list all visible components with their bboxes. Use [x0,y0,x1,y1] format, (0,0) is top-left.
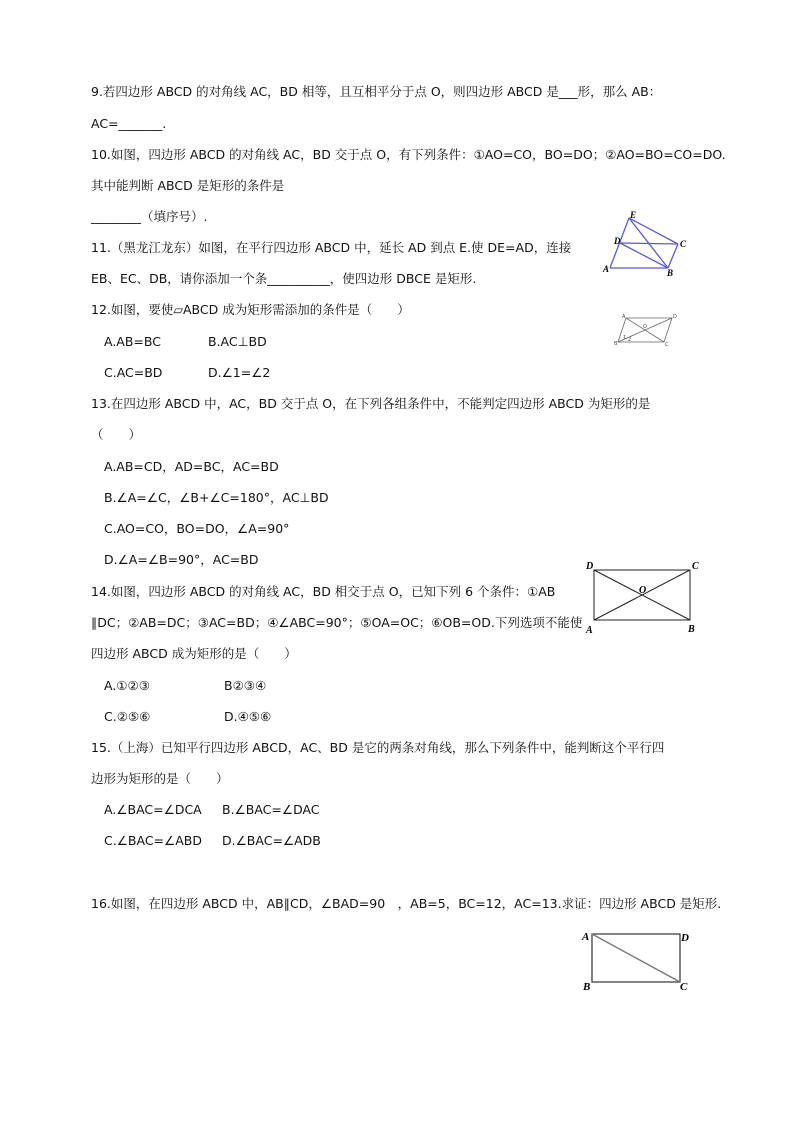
q16-label-c: C [680,981,688,993]
q14-label-a: A [586,625,593,636]
q14-option-c: C.②⑤⑥ [104,709,151,724]
q11-label-a: A [603,264,610,274]
q12-option-b: B.AC⊥BD [208,334,267,349]
q14-option-b: B②③④ [224,678,267,693]
q15-option-a: A.∠BAC=∠DCA [104,802,202,817]
q16-figure [580,924,700,996]
q9-line1: 9.若四边形 ABCD 的对角线 AC，BD 相等，且互相平分于点 O，则四边形 ABCD 是___形，那么 AB： [91,84,662,99]
q14-line3: 四边形 ABCD 成为矩形的是（ ） [91,646,297,661]
q12-label-b: B [614,341,618,347]
q14-label-o: O [639,585,647,596]
q12-label-a: A [622,314,626,320]
q13-option-b: B.∠A=∠C，∠B+∠C=180°，AC⊥BD [104,490,329,505]
q14-label-d: D [586,561,594,572]
q14-label-b: B [688,624,695,635]
q12-option-a: A.AB=BC [104,334,161,349]
q16-label-b: B [583,981,591,993]
q14-option-d: D.④⑤⑥ [224,709,272,724]
q11-label-b: B [667,268,674,278]
q15-line2: 边形为矩形的是（ ） [91,771,229,786]
q13-option-c: C.AO=CO，BO=DO，∠A=90° [104,521,290,536]
q10-line1: 10.如图，四边形 ABCD 的对角线 AC，BD 交于点 O，有下列条件：①AO=CO，BO=DO；②AO=BO=CO=DO. [91,147,726,162]
q10-line2: 其中能判断 ABCD 是矩形的条件是 [91,178,285,193]
q11-label-c: C [680,239,687,249]
q12-option-d: D.∠1=∠2 [208,365,271,380]
q14-line2: ∥DC；②AB=DC；③AC=BD；④∠ABC=90°；⑤OA=OC；⑥OB=OD.下列选项不能使 [91,615,583,630]
q12-option-c: C.AC=BD [104,365,163,380]
q11-line1: 11.（黑龙江龙东）如图，在平行四边形 ABCD 中，延长 AD 到点 E.使 DE=AD，连接 [91,240,572,255]
q11-label-e: E [630,210,637,220]
q14-figure [584,558,704,638]
q12-label-c: C [665,342,669,348]
q12-label-1: 1 [623,335,627,341]
q13-option-d: D.∠A=∠B=90°，AC=BD [104,552,259,567]
q11-figure [600,210,695,278]
q13-option-a: A.AB=CD，AD=BC，AC=BD [104,459,279,474]
q12-label-o: O [643,324,647,330]
q10-line3: ________（填序号）. [91,209,208,224]
q12-stem: 12.如图，要使▱ABCD 成为矩形需添加的条件是（ ） [91,302,410,317]
q14-label-c: C [692,561,699,572]
q16-line1: 16.如图，在四边形 ABCD 中，AB∥CD，∠BAD=90 ，AB=5，BC=12，AC=13.求证：四边形 ABCD 是矩形. [91,896,722,911]
q14-line1: 14.如图，四边形 ABCD 的对角线 AC，BD 相交于点 O，已知下列 6 个条件：①AB [91,584,556,599]
q13-stem-line1: 13.在四边形 ABCD 中，AC，BD 交于点 O，在下列各组条件中，不能判定四边形 ABCD 为矩形的是 [91,396,651,411]
q15-option-c: C.∠BAC=∠ABD [104,833,202,848]
q12-label-2: 2 [628,337,632,343]
q12-figure [614,312,686,346]
q16-label-d: D [681,932,689,944]
q12-label-d: D [673,314,677,320]
q9-line2: AC=_______. [91,116,167,131]
q11-label-d: D [614,236,621,246]
q15-line1: 15.（上海）已知平行四边形 ABCD，AC、BD 是它的两条对角线，那么下列条件中，能判断这个平行四 [91,740,665,755]
q11-line2: EB、EC、DB，请你添加一个条__________，使四边形 DBCE 是矩形. [91,271,477,286]
q14-option-a: A.①②③ [104,678,150,693]
q16-label-a: A [582,931,590,943]
q15-option-b: B.∠BAC=∠DAC [222,802,320,817]
q15-option-d: D.∠BAC=∠ADB [222,833,321,848]
q13-stem-line2: （ ） [91,427,142,442]
